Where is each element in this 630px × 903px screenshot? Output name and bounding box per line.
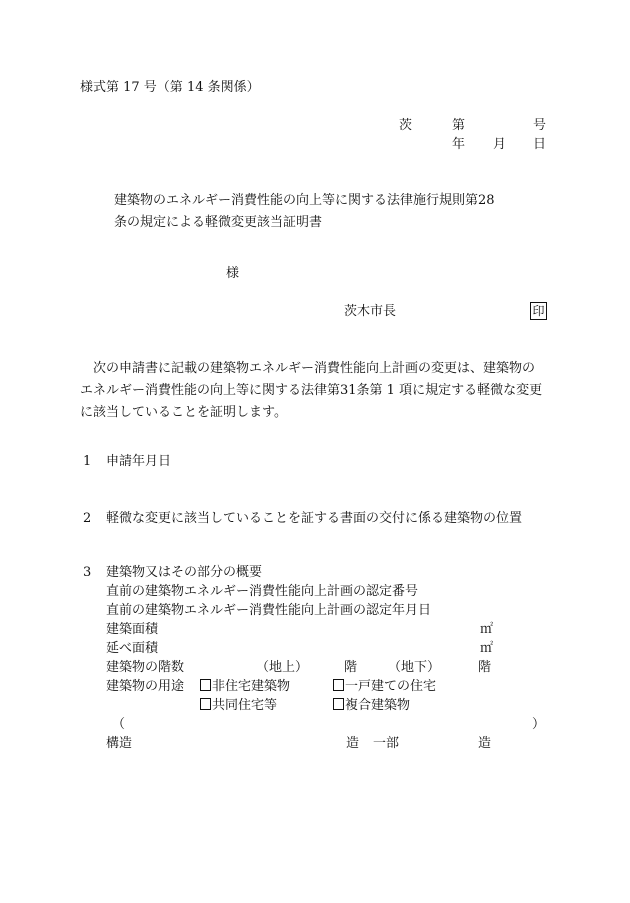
floors-above-unit: 階	[344, 660, 358, 675]
seal-mark: 印	[530, 302, 547, 320]
ref-year: 年	[452, 137, 466, 152]
ref-go: 号	[533, 118, 547, 133]
nonresidential-label: 非住宅建築物	[212, 679, 291, 694]
addressee-suffix: 様	[226, 266, 240, 281]
floor-area-label: 延べ面積	[106, 641, 159, 656]
collective-label: 共同住宅等	[212, 698, 278, 713]
item-1-label: 申請年月日	[106, 454, 172, 469]
option-complex	[333, 698, 410, 714]
item-3-label: 建築物又はその部分の概要	[106, 565, 263, 580]
title-line-2: 条の規定による軽微変更該当証明書	[114, 215, 323, 230]
statement-line-1: 次の申請書に記載の建築物エネルギー消費性能向上計画の変更は、建築物の	[93, 361, 536, 376]
item-2-label: 軽微な変更に該当していることを証する書面の交付に係る建築物の位置	[106, 511, 523, 526]
paren-open: （	[112, 717, 126, 732]
ref-city-char: 茨	[399, 118, 413, 133]
ref-day: 日	[533, 137, 547, 152]
certification-statement	[80, 358, 550, 424]
complex-label: 複合建築物	[345, 698, 411, 713]
structure-zo: 造	[346, 736, 360, 751]
option-collective	[200, 698, 277, 714]
issuer-name: 茨木市長	[344, 304, 397, 319]
title-line-1: 建築物のエネルギー消費性能の向上等に関する法律施行規則第28	[114, 193, 495, 208]
statement-line-3: に該当していることを証明します。	[80, 405, 287, 420]
complex-checkbox[interactable]	[333, 698, 344, 710]
nonresidential-checkbox[interactable]	[200, 679, 211, 691]
structure-part-zo: 造	[478, 736, 492, 751]
document-title	[114, 190, 495, 234]
item-2-number: 2	[83, 511, 92, 526]
item-3-number: 3	[83, 565, 92, 580]
collective-checkbox[interactable]	[200, 698, 211, 710]
floor-area-unit: ㎡	[480, 641, 494, 656]
use-label: 建築物の用途	[106, 679, 185, 694]
floors-below-unit: 階	[478, 660, 492, 675]
structure-label: 構造	[106, 736, 133, 751]
statement-line-2: エネルギー消費性能の向上等に関する法律第31条第 1 項に規定する軽微な変更	[80, 383, 543, 398]
cert-date-label: 直前の建築物エネルギー消費性能向上計画の認定年月日	[106, 603, 432, 618]
detached-label: 一戸建ての住宅	[345, 679, 437, 694]
building-area-unit: ㎡	[480, 622, 494, 637]
option-nonresidential	[200, 679, 290, 695]
paren-close: ）	[532, 717, 546, 732]
structure-part: 一部	[373, 736, 400, 751]
floors-above-label: （地上）	[256, 660, 309, 675]
floors-label: 建築物の階数	[106, 660, 185, 675]
floors-below-label: （地下）	[388, 660, 441, 675]
form-number: 様式第 17 号（第 14 条関係）	[80, 80, 260, 95]
building-area-label: 建築面積	[106, 622, 159, 637]
option-detached	[333, 679, 436, 695]
detached-checkbox[interactable]	[333, 679, 344, 691]
ref-dai: 第	[452, 118, 466, 133]
item-1-number: 1	[83, 454, 92, 469]
cert-number-label: 直前の建築物エネルギー消費性能向上計画の認定番号	[106, 584, 419, 599]
ref-month: 月	[493, 137, 507, 152]
